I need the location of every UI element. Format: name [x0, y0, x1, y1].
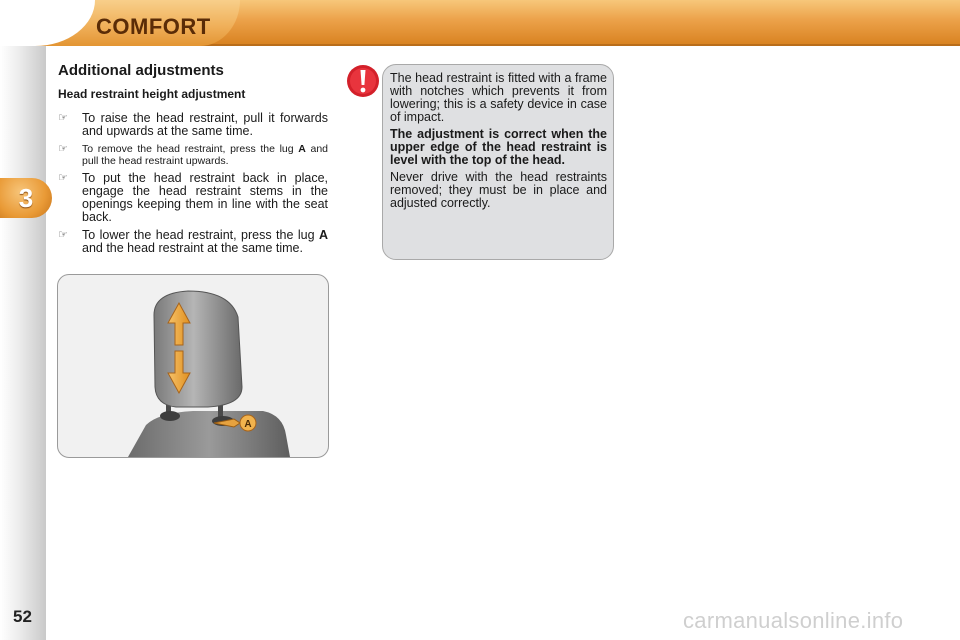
page-header-title: COMFORT	[96, 14, 211, 39]
warning-text: The head restraint is fitted with a frame with notches which prevents it from lowering; this is a safety device in case of impact.	[390, 71, 607, 124]
warning-emphasis-text: The adjustment is correct when the upper edge of the head restraint is level with the top of the head.	[390, 127, 607, 167]
pointing-hand-icon: ☞	[58, 229, 68, 241]
instruction-item	[58, 229, 328, 255]
warning-text: Never drive with the head restraints removed; they must be in place and adjusted correctly.	[390, 170, 607, 210]
pointing-hand-icon: ☞	[58, 172, 68, 184]
head-restraint-drawing	[58, 275, 328, 457]
subsection-title: Head restraint height adjustment	[58, 87, 246, 101]
instruction-text: To lower the head restraint, press the lug	[82, 228, 319, 242]
lug-a-label: A	[244, 419, 252, 430]
warning-box	[382, 64, 614, 260]
instruction-text: To remove the head restraint, press the lug	[82, 143, 299, 155]
chapter-badge: 3	[0, 178, 52, 218]
page-number: 52	[13, 607, 32, 626]
left-margin-strip	[0, 46, 46, 640]
instruction-list	[58, 112, 328, 260]
instruction-text: To raise the head restraint, pull it forwards and upwards at the same time.	[82, 111, 328, 138]
instruction-text: To put the head restraint back in place, engage the head restraint stems in the openings keeping them in line with the seat back.	[82, 171, 328, 224]
head-restraint-illustration	[57, 274, 329, 458]
pointing-hand-icon: ☞	[58, 112, 68, 124]
instruction-text: and the head restraint at the same time.	[82, 241, 303, 255]
instruction-text: and pull the head restraint upwards.	[82, 143, 328, 167]
instruction-item	[58, 143, 328, 167]
exclamation-icon	[346, 64, 380, 98]
section-title: Additional adjustments	[58, 62, 224, 79]
lug-label: A	[298, 143, 306, 155]
instruction-item	[58, 112, 328, 138]
pointing-hand-icon: ☞	[58, 143, 68, 155]
instruction-item	[58, 172, 328, 224]
lug-label: A	[318, 228, 328, 242]
watermark: carmanualsonline.info	[683, 608, 904, 633]
